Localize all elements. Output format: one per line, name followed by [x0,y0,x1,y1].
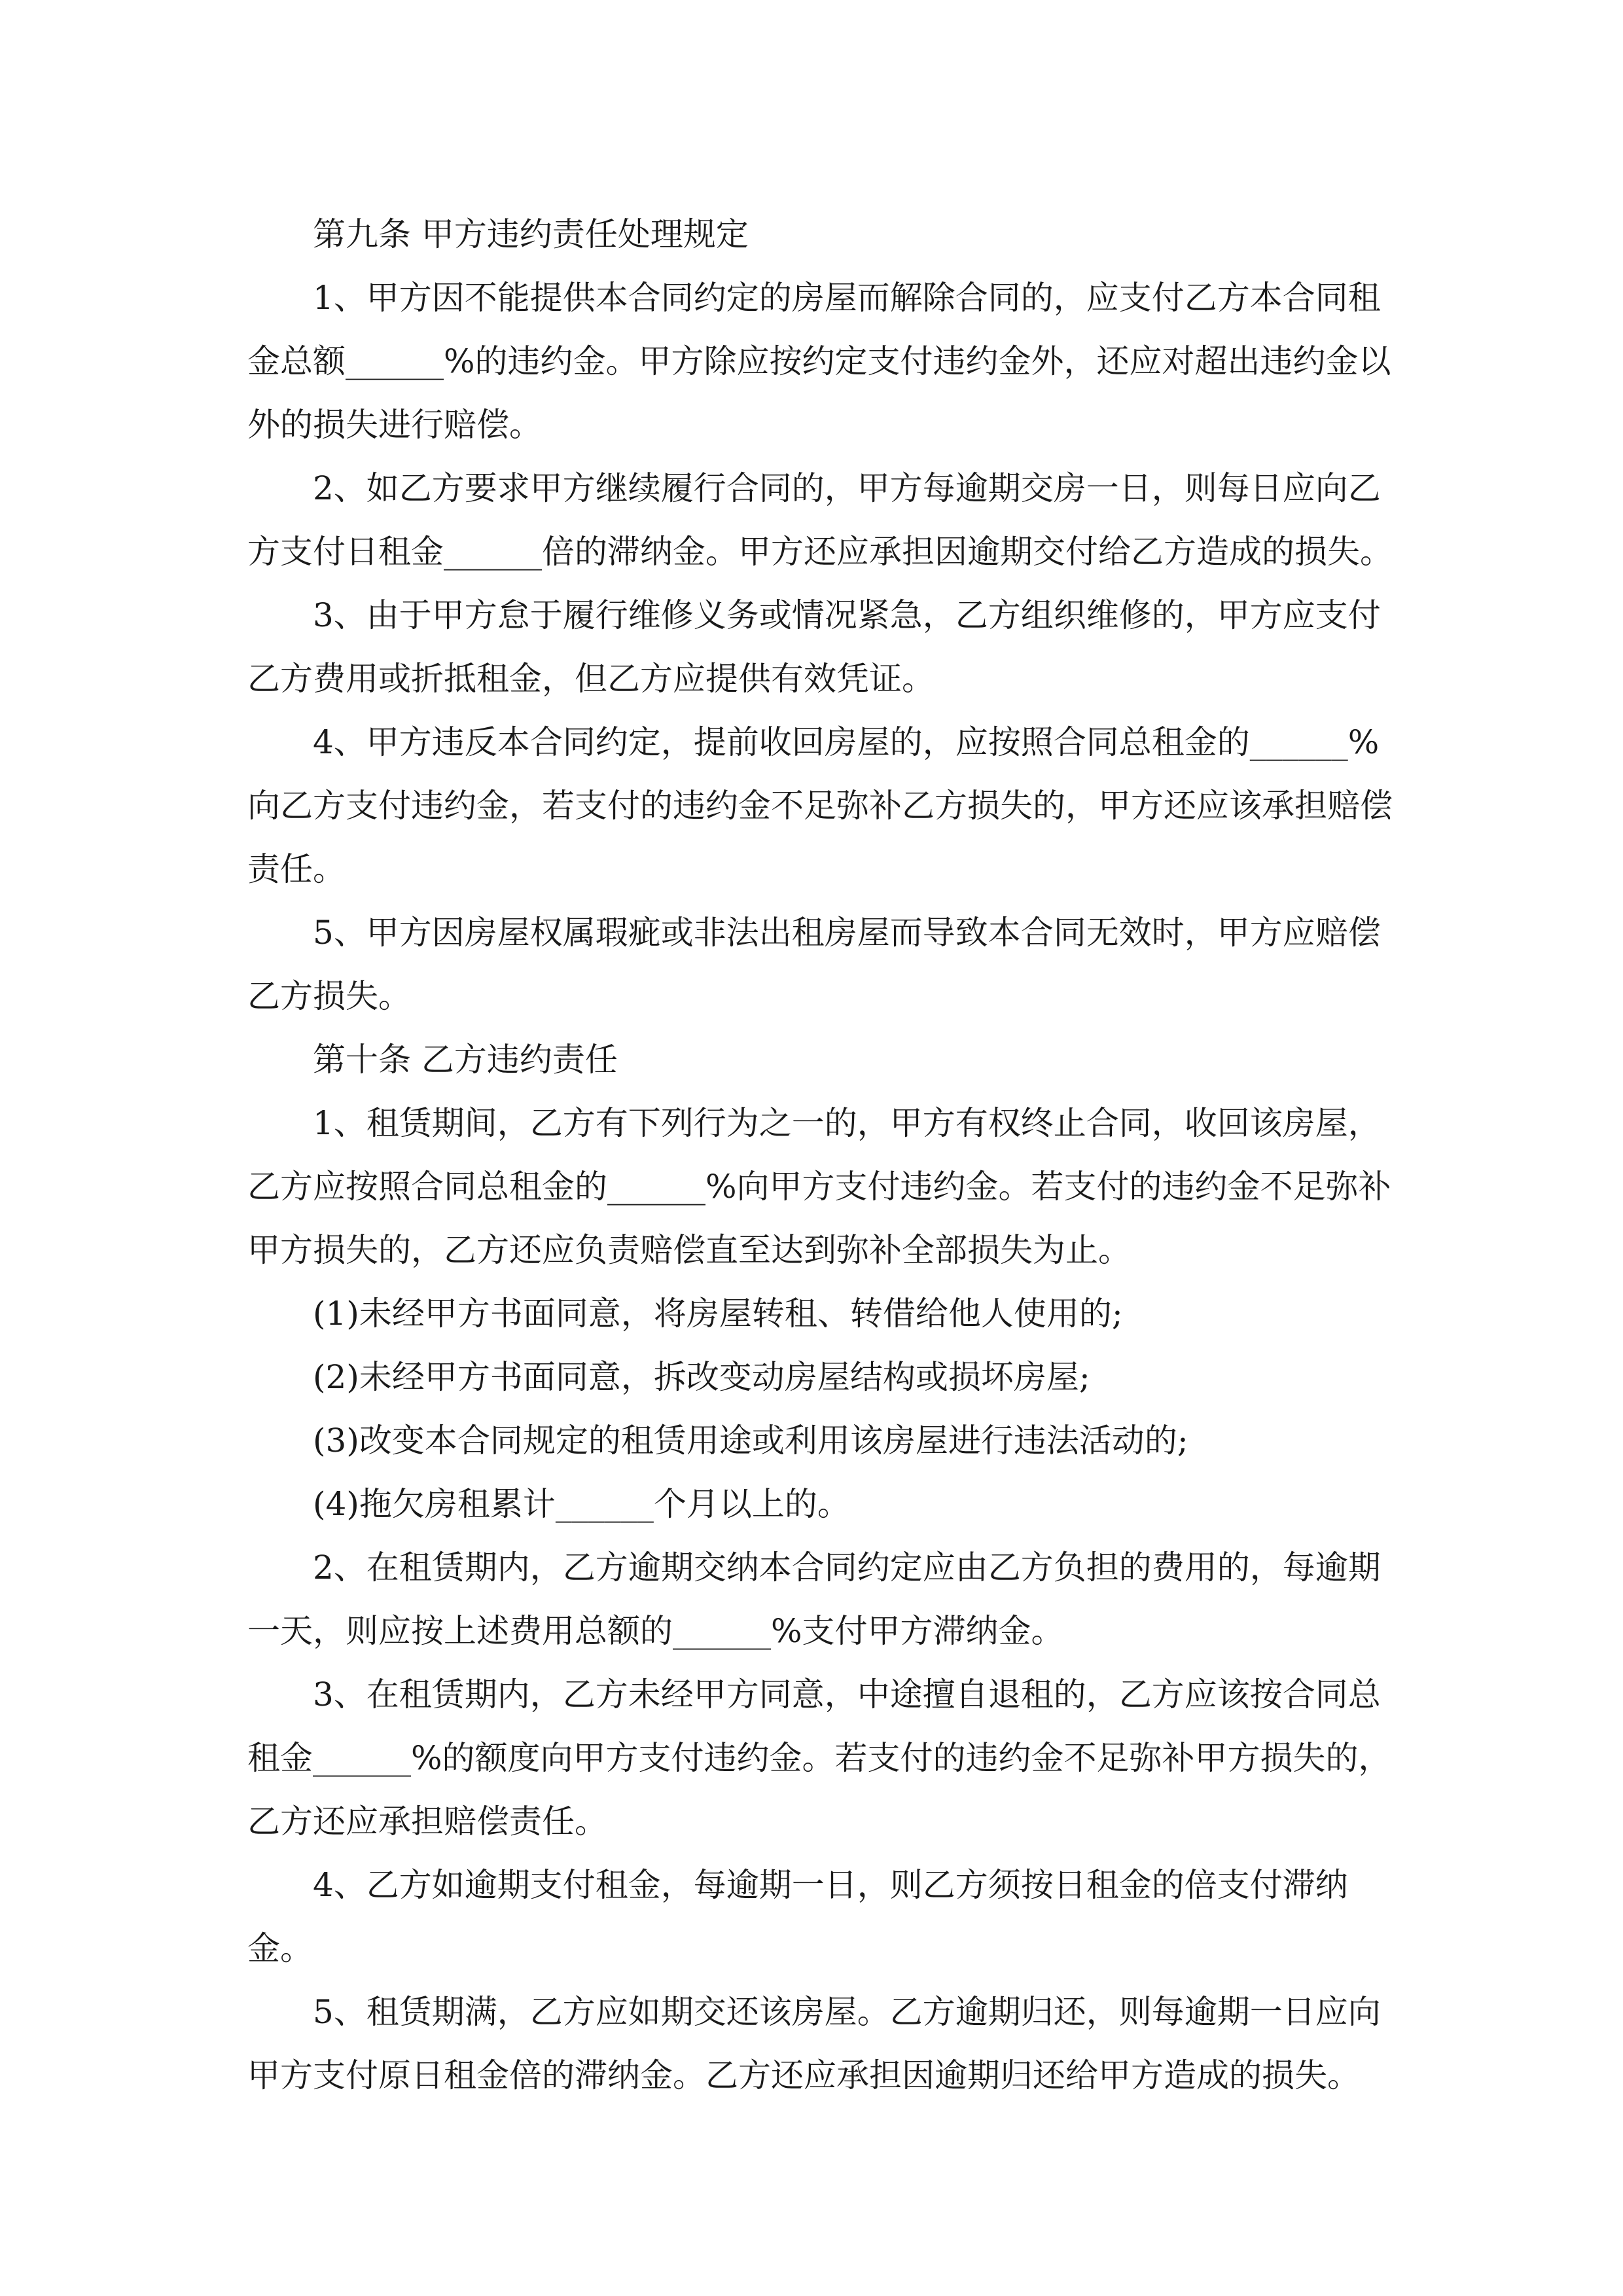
document-body [247,203,1394,2108]
article-10-subitem-4: (4)拖欠房租累计______个月以上的。 [313,1485,850,1523]
article-10-item-2: 2、在租赁期内，乙方逾期交纳本合同约定应由乙方负担的费用的，每逾期一天，则应按上述费用总额的______%支付甲方滞纳金。 [247,1549,1381,1650]
article-9-item-4: 4、甲方违反本合同约定，提前收回房屋的，应按照合同总租金的______%向乙方支付违约金，若支付的违约金不足弥补乙方损失的，甲方还应该承担赔偿责任。 [247,723,1393,888]
article-10-subitem-1: (1)未经甲方书面同意，将房屋转租、转借给他人使用的; [313,1295,1123,1333]
article-9-item-2: 2、如乙方要求甲方继续履行合同的，甲方每逾期交房一日，则每日应向乙方支付日租金______倍的滞纳金。甲方还应承担因逾期交付给乙方造成的损失。 [247,469,1393,571]
article-10-item-5: 5、租赁期满，乙方应如期交还该房屋。乙方逾期归还，则每逾期一日应向甲方支付原日租金倍的滞纳金。乙方还应承担因逾期归还给甲方造成的损失。 [247,1993,1381,2094]
article-10-title: 第十条 乙方违约责任 [313,1041,618,1079]
article-10-subitem-3: (3)改变本合同规定的租赁用途或利用该房屋进行违法活动的; [313,1422,1188,1460]
article-10-subitem-2: (2)未经甲方书面同意，拆改变动房屋结构或损坏房屋; [313,1358,1090,1396]
article-9-item-3: 3、由于甲方怠于履行维修义务或情况紧急，乙方组织维修的，甲方应支付乙方费用或折抵租金，但乙方应提供有效凭证。 [247,596,1381,698]
article-9-item-5: 5、甲方因房屋权属瑕疵或非法出租房屋而导致本合同无效时，甲方应赔偿乙方损失。 [247,914,1381,1015]
article-10-item-4: 4、乙方如逾期支付租金，每逾期一日，则乙方须按日租金的倍支付滞纳金。 [247,1866,1348,1967]
article-10-item-3: 3、在租赁期内，乙方未经甲方同意，中途擅自退租的，乙方应该按合同总租金______%的额度向甲方支付违约金。若支付的违约金不足弥补甲方损失的，乙方还应承担赔偿责任。 [247,1676,1391,1840]
article-9-item-1: 1、甲方因不能提供本合同约定的房屋而解除合同的，应支付乙方本合同租金总额______%的违约金。甲方除应按约定支付违约金外，还应对超出违约金以外的损失进行赔偿。 [247,279,1391,444]
article-9-title: 第九条 甲方违约责任处理规定 [313,215,749,253]
article-10-item-1: 1、租赁期间，乙方有下列行为之一的，甲方有权终止合同，收回该房屋，乙方应按照合同总租金的______%向甲方支付违约金。若支付的违约金不足弥补甲方损失的，乙方还应负责赔偿直至达到弥补全部损失为止。 [247,1104,1391,1269]
